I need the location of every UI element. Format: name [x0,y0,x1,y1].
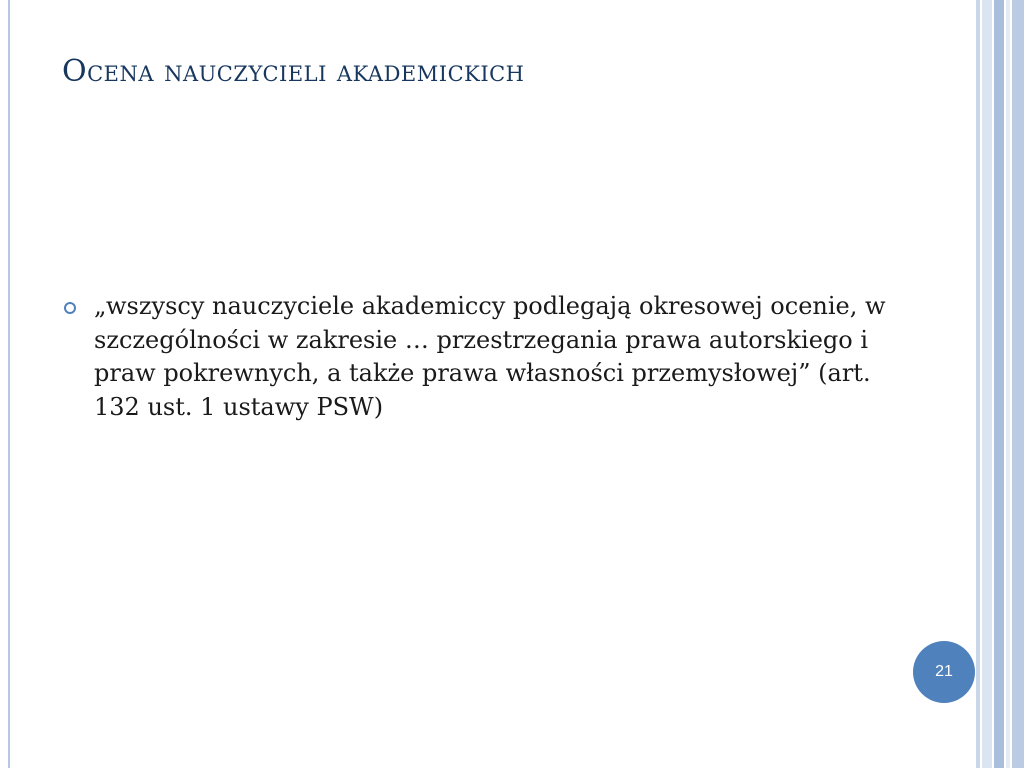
frame-stripe [994,0,1004,768]
frame-stripe [1012,0,1024,768]
page-number-badge [913,641,975,703]
bullet-item [60,290,910,424]
slide-content [60,290,910,424]
bullet-text: „wszyscy nauczyciele akademiccy podlegają okresowej ocenie, w szczególności w zakresie … przestrzegania prawa autorskiego i praw pokrewnych, a także prawa własności przemysłowej” (art. 132 ust. 1 ustawy PSW) [94,292,886,421]
page-number: 21 [935,663,953,680]
frame-stripe [976,0,980,768]
frame-stripe [982,0,992,768]
slide-title: Ocena nauczycieli akademickich [62,54,525,89]
left-border-line [8,0,10,768]
hollow-circle-bullet-icon [64,302,76,314]
right-decorative-frame [976,0,1024,768]
frame-stripe [1006,0,1010,768]
